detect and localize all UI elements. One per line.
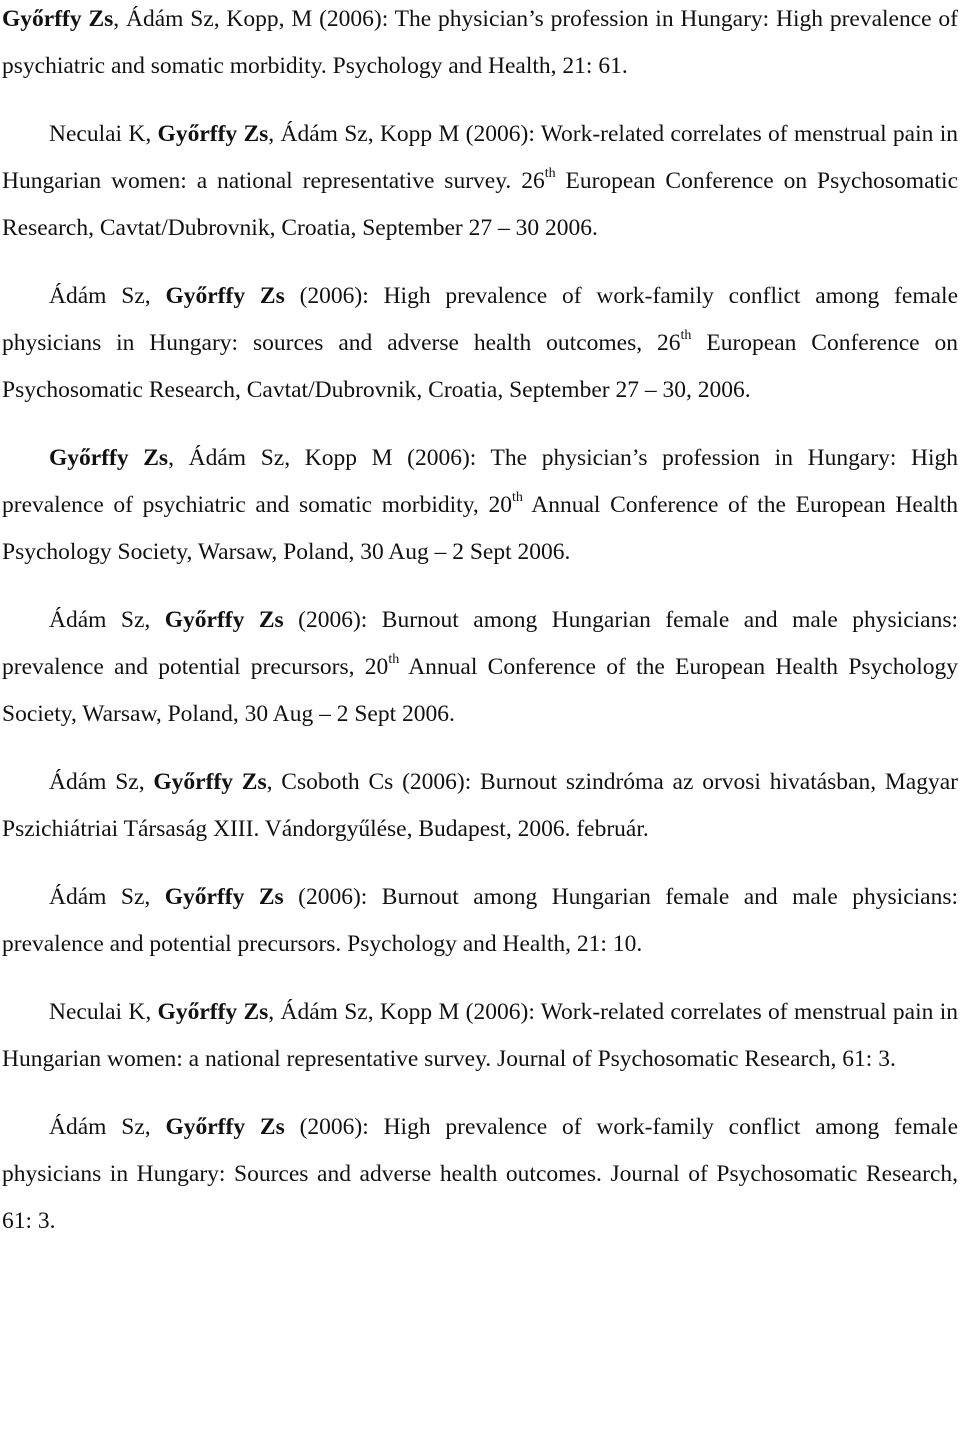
- reference-list: [2, 0, 958, 1245]
- reference-text: European Conference on Psychosomatic Research, Cavtat/Dubrovnik, Croatia, September 27 – 30 2006.: [2, 168, 959, 241]
- reference-text: Ádám Sz,: [49, 283, 166, 309]
- reference-text: , Ádám Sz, Kopp M (2006): Work-related correlates of menstrual pain in Hungarian women: a national representative survey. 26: [2, 121, 958, 194]
- reference-entry: [2, 0, 958, 90]
- author-name-bold: Győrffy Zs: [49, 445, 169, 471]
- author-name-bold: Győrffy Zs: [153, 769, 267, 795]
- reference-entry: [2, 874, 958, 968]
- reference-text: Annual Conference of the European Health Psychology Society, Warsaw, Poland, 30 Aug – 2 Sept 2006.: [2, 492, 958, 565]
- ordinal-suffix: th: [388, 652, 400, 667]
- reference-text: Neculai K,: [49, 999, 158, 1025]
- reference-text: European Conference on Psychosomatic Research, Cavtat/Dubrovnik, Croatia, September 27 – 30, 2006.: [2, 330, 958, 403]
- reference-entry: [2, 435, 958, 576]
- reference-text: Ádám Sz,: [49, 769, 154, 795]
- ordinal-suffix: th: [511, 490, 523, 505]
- reference-text: Ádám Sz,: [49, 607, 165, 633]
- reference-text: (2006): High prevalence of work-family conflict among female physicians in Hungary: sources and adverse health outcomes, 26: [2, 283, 958, 356]
- ordinal-suffix: th: [544, 166, 556, 181]
- reference-text: Ádám Sz,: [49, 884, 165, 910]
- reference-text: , Ádám Sz, Kopp M (2006): The physician’s profession in Hungary: High prevalence of psychiatric and somatic morbidity, 20: [2, 445, 959, 518]
- author-name-bold: Győrffy Zs: [157, 999, 269, 1025]
- reference-text: , Csoboth Cs (2006): Burnout szindróma az orvosi hivatásban, Magyar Pszichiátriai Társaság XIII. Vándorgyűlése, Budapest, 2006. február.: [2, 769, 958, 842]
- reference-text: (2006): High prevalence of work-family conflict among female physicians in Hungary: Sources and adverse health outcomes. Journal of Psychosomatic Research, 61: 3.: [2, 1114, 958, 1234]
- author-name-bold: Győrffy Zs: [164, 607, 284, 633]
- reference-text: , Ádám Sz, Kopp, M (2006): The physician’s profession in Hungary: High prevalence of psychiatric and somatic morbidity. Psychology and Health, 21: 61.: [2, 6, 958, 79]
- reference-text: Ádám Sz,: [49, 1114, 166, 1140]
- reference-entry: [2, 597, 958, 738]
- author-name-bold: Győrffy Zs: [165, 1114, 285, 1140]
- reference-entry: [2, 1104, 958, 1245]
- reference-entry: [2, 759, 958, 853]
- author-name-bold: Győrffy Zs: [165, 283, 285, 309]
- author-name-bold: Győrffy Zs: [164, 884, 284, 910]
- author-name-bold: Győrffy Zs: [157, 121, 269, 147]
- reference-text: Neculai K,: [49, 121, 158, 147]
- reference-entry: [2, 273, 958, 414]
- reference-text: (2006): Burnout among Hungarian female and male physicians: prevalence and potential precursors, 20: [2, 607, 959, 680]
- author-name-bold: Győrffy Zs: [2, 6, 114, 32]
- reference-text: Annual Conference of the European Health Psychology Society, Warsaw, Poland, 30 Aug – 2 Sept 2006.: [2, 654, 959, 727]
- reference-entry: [2, 111, 958, 252]
- reference-text: , Ádám Sz, Kopp M (2006): Work-related correlates of menstrual pain in Hungarian women: a national representative survey. Journal of Psychosomatic Research, 61: 3.: [2, 999, 958, 1072]
- reference-text: (2006): Burnout among Hungarian female and male physicians: prevalence and potential precursors. Psychology and Health, 21: 10.: [2, 884, 959, 957]
- ordinal-suffix: th: [680, 328, 692, 343]
- reference-entry: [2, 989, 958, 1083]
